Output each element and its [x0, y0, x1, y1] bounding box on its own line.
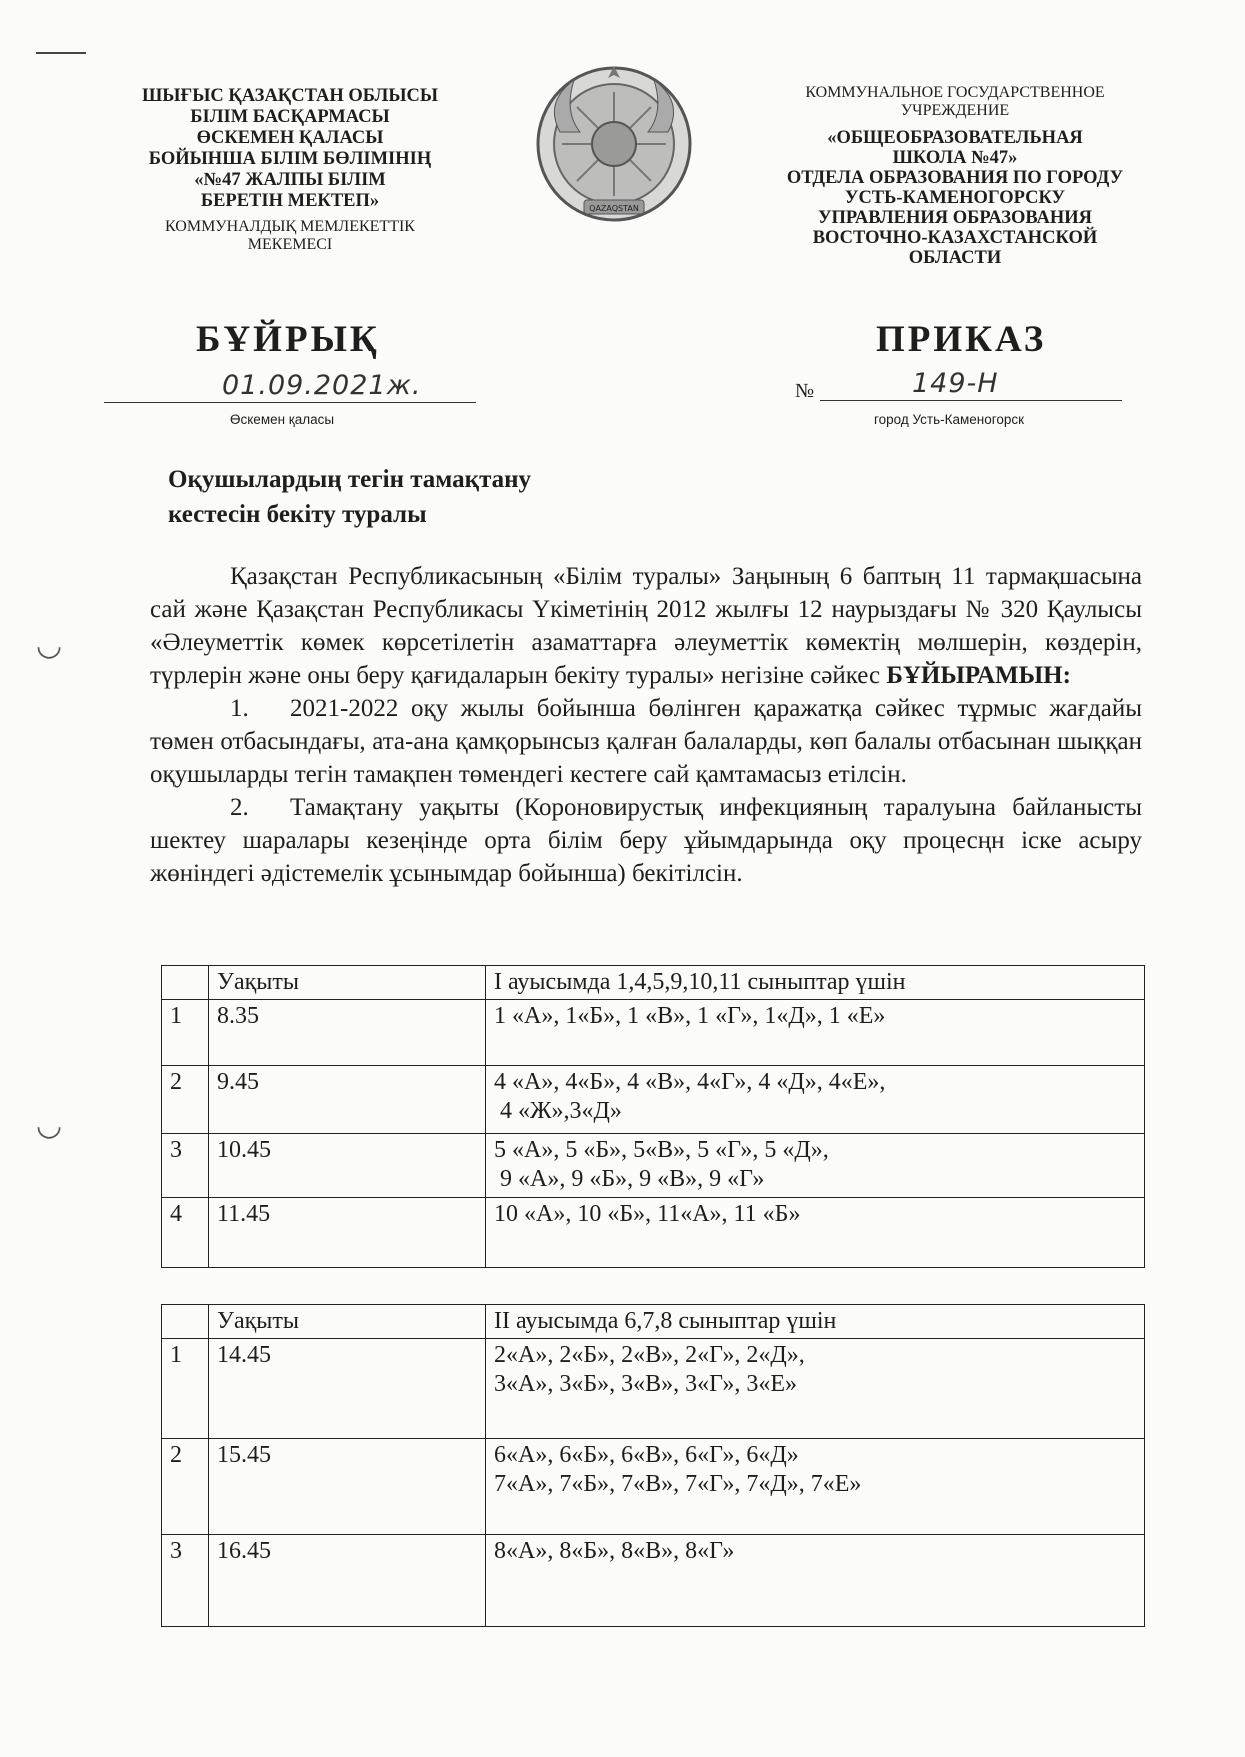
classes-line: 4 «Ж»,3«Д» — [494, 1098, 622, 1124]
table-row — [162, 1066, 1145, 1134]
table-row — [162, 1198, 1145, 1268]
margin-dash — [36, 52, 86, 54]
header-line: ОБЛАСТИ — [908, 248, 1002, 268]
item-text: 2021-2022 оқу жылы бойынша бөлінген қаражатқа сәйкес тұрмыс жағдайы төмен отбасындағы, ата-ана қамқорынсыз қалған балаларды, көп балалы отбасынан шыққан оқушыларды тегін тамақпен төмендегі кестеге сай қамтамасыз етілсін. — [150, 695, 1142, 788]
row-number: 1 — [162, 1000, 209, 1066]
header-line: «ОБЩЕОБРАЗОВАТЕЛЬНАЯ — [827, 128, 1083, 148]
table-header-row — [162, 966, 1145, 1000]
order-date: 01.09.2021ж. — [222, 370, 422, 401]
table-row — [162, 1000, 1145, 1066]
header-line: БОЙЫНША БІЛІМ БӨЛІМІНІҢ — [148, 149, 432, 169]
subject-line: кестесін бекіту туралы — [168, 501, 427, 528]
schedule-table-shift-1 — [161, 965, 1145, 1268]
header-line: УСТЬ-КАМЕНОГОРСКУ — [844, 188, 1066, 208]
header-line: КОММУНАЛДЫҚ МЕМЛЕКЕТТІК — [165, 218, 415, 235]
table-row — [162, 1339, 1145, 1439]
header-line: БІЛІМ БАСҚАРМАСЫ — [190, 107, 390, 127]
subject-line: Оқушылардың тегін тамақтану — [168, 466, 532, 493]
table-row — [162, 1134, 1145, 1198]
row-classes — [486, 1198, 1145, 1268]
classes-line: 6«А», 6«Б», 6«В», 6«Г», 6«Д» — [494, 1442, 799, 1468]
item-text: Тамақтану уақыты (Короновирустық инфекцияның таралуына байланысты шектеу шаралары кезеңінде орта білім беру ұйымдарында оқу процесңн іске асыру жөніндегі әдістемелік ұсынымдар бойынша) бекітілсін. — [150, 794, 1142, 887]
header-line: БЕРЕТІН МЕКТЕП» — [200, 191, 380, 211]
header-cell — [162, 1305, 209, 1339]
classes-line: 1 «А», 1«Б», 1 «В», 1 «Г», 1«Д», 1 «Е» — [494, 1003, 886, 1029]
row-time: 11.45 — [209, 1198, 486, 1268]
row-time: 10.45 — [209, 1134, 486, 1198]
header-line: МЕКЕМЕСІ — [247, 236, 333, 253]
number-label: № — [795, 380, 815, 402]
row-time: 15.45 — [209, 1439, 486, 1535]
row-number: 3 — [162, 1535, 209, 1627]
order-number: 149-Н — [912, 368, 999, 399]
margin-mark: ◡ — [36, 1109, 63, 1142]
header-ru — [760, 84, 1150, 268]
order-body — [150, 560, 1142, 890]
row-classes — [486, 1134, 1145, 1198]
header-cell: І ауысымда 1,4,5,9,10,11 сыныптар үшін — [486, 966, 1145, 1000]
row-time: 16.45 — [209, 1535, 486, 1627]
margin-mark: ◡ — [36, 629, 63, 662]
classes-line: 8«А», 8«Б», 8«В», 8«Г» — [494, 1538, 735, 1564]
city-kz: Өскемен қаласы — [230, 412, 335, 427]
table-row — [162, 1535, 1145, 1627]
item-1 — [150, 692, 1142, 791]
row-classes — [486, 1535, 1145, 1627]
header-cell: Уақыты — [209, 1305, 486, 1339]
classes-line: 4 «А», 4«Б», 4 «В», 4«Г», 4 «Д», 4«Е», — [494, 1069, 886, 1095]
row-classes — [486, 1439, 1145, 1535]
header-cell: ІІ ауысымда 6,7,8 сыныптар үшін — [486, 1305, 1145, 1339]
header-line: УПРАВЛЕНИЯ ОБРАЗОВАНИЯ — [817, 208, 1093, 228]
row-classes — [486, 1000, 1145, 1066]
row-number: 2 — [162, 1066, 209, 1134]
row-number: 1 — [162, 1339, 209, 1439]
classes-line: 2«А», 2«Б», 2«В», 2«Г», 2«Д», — [494, 1342, 805, 1368]
header-cell — [162, 966, 209, 1000]
classes-line: 5 «А», 5 «Б», 5«В», 5 «Г», 5 «Д», — [494, 1137, 829, 1163]
header-kz — [120, 86, 460, 254]
row-time: 14.45 — [209, 1339, 486, 1439]
row-time: 8.35 — [209, 1000, 486, 1066]
classes-line: 10 «А», 10 «Б», 11«А», 11 «Б» — [494, 1201, 801, 1227]
header-line: УЧРЕЖДЕНИЕ — [900, 102, 1010, 119]
schedule-table-shift-2 — [161, 1304, 1145, 1627]
header-line: ШЫҒЫС ҚАЗАҚСТАН ОБЛЫСЫ — [141, 86, 439, 106]
header-line: ШКОЛА №47» — [892, 148, 1018, 168]
header-line: КОММУНАЛЬНОЕ ГОСУДАРСТВЕННОЕ — [805, 84, 1105, 101]
item-number: 2. — [230, 794, 249, 821]
intro-text: Қазақстан Республикасының «Білім туралы» Заңының 6 баптың 11 тармақшасына сай және Қазақстан Республикасы Үкіметінің 2012 жылғы 12 наурыздағы № 320 Қаулысы «Әлеуметтік көмек көрсетілетін азаматтарға әлеуметтік көмектің мөлшерін, көздерін, түрлерін және оны беру қағидаларын бекіту туралы» негізіне сәйкес — [150, 563, 1142, 689]
order-title-kz: БҰЙРЫҚ — [196, 319, 380, 360]
row-number: 4 — [162, 1198, 209, 1268]
order-subject — [168, 462, 531, 532]
header-line: ОТДЕЛА ОБРАЗОВАНИЯ ПО ГОРОДУ — [786, 168, 1124, 188]
row-classes — [486, 1339, 1145, 1439]
table-header-row — [162, 1305, 1145, 1339]
intro-paragraph — [150, 560, 1142, 692]
row-classes — [486, 1066, 1145, 1134]
order-title-ru: ПРИКАЗ — [876, 319, 1047, 360]
state-emblem-icon — [534, 62, 694, 228]
classes-line: 7«А», 7«Б», 7«В», 7«Г», 7«Д», 7«Е» — [494, 1471, 862, 1497]
header-line: ӨСКЕМЕН ҚАЛАСЫ — [196, 128, 384, 148]
header-cell: Уақыты — [209, 966, 486, 1000]
item-2 — [150, 791, 1142, 890]
header-line: ВОСТОЧНО-КАЗАХСТАНСКОЙ — [812, 228, 1098, 248]
directive-word: БҰЙЫРАМЫН: — [886, 662, 1071, 689]
header-line: «№47 ЖАЛПЫ БІЛІМ — [194, 170, 386, 190]
table-row — [162, 1439, 1145, 1535]
classes-line: 3«А», 3«Б», 3«В», 3«Г», 3«Е» — [494, 1371, 798, 1397]
row-time: 9.45 — [209, 1066, 486, 1134]
city-ru: город Усть-Каменогорск — [874, 412, 1025, 427]
row-number: 2 — [162, 1439, 209, 1535]
emblem-text: QAZAQSTAN — [589, 204, 639, 213]
row-number: 3 — [162, 1134, 209, 1198]
item-number: 1. — [230, 695, 249, 722]
classes-line: 9 «А», 9 «Б», 9 «В», 9 «Г» — [494, 1166, 765, 1192]
